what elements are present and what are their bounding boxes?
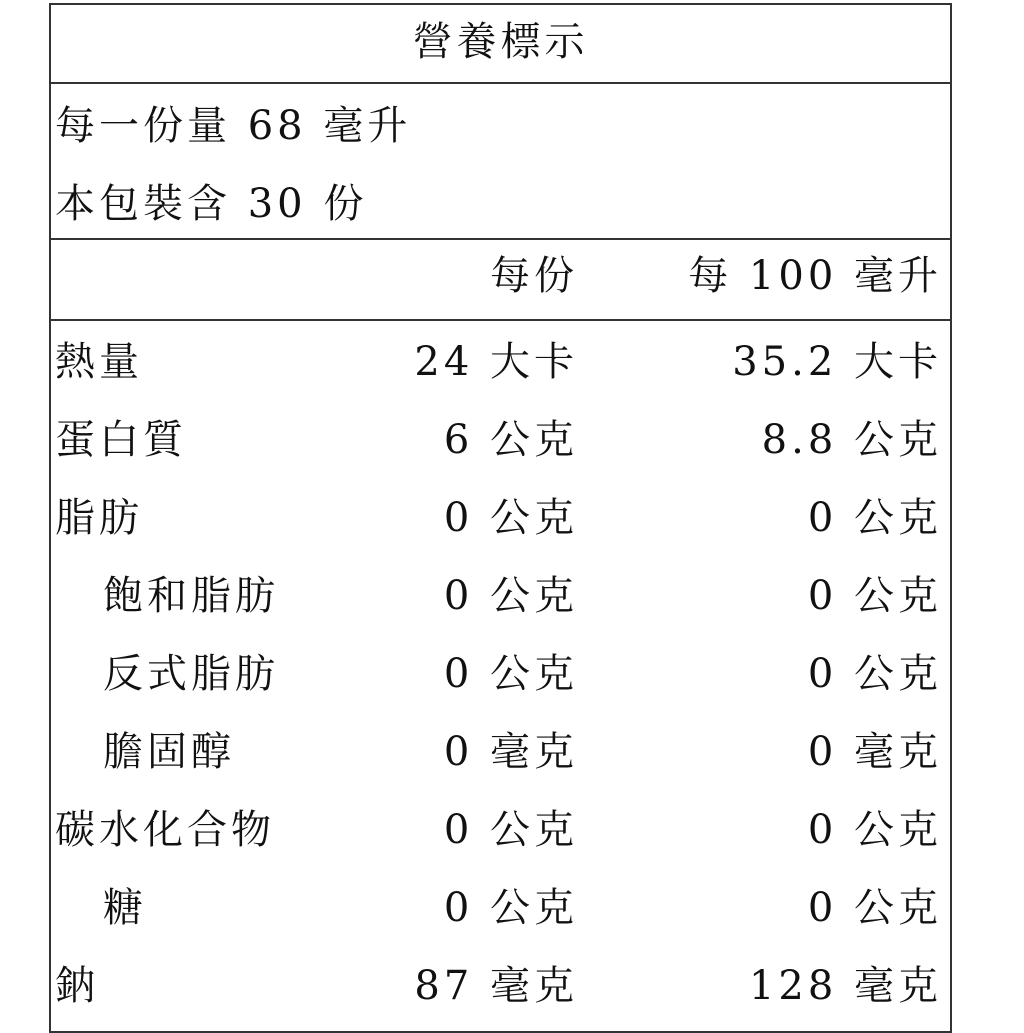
column-header-per-serving: 每份 — [490, 253, 578, 299]
nutrient-row-sugar — [51, 869, 950, 947]
nutrient-per-serving: 6 公克 — [443, 417, 578, 463]
nutrient-name: 膽固醇 — [103, 729, 235, 775]
nutrient-name: 蛋白質 — [55, 417, 187, 463]
nutrient-per-serving: 0 公克 — [443, 573, 578, 619]
serving-size: 每一份量 68 毫升 — [55, 103, 412, 149]
nutrient-per-100: 0 公克 — [807, 807, 942, 853]
nutrient-row-saturated-fat — [51, 557, 950, 635]
column-header-per-100: 每 100 毫升 — [688, 253, 942, 299]
nutrient-per-serving: 0 公克 — [443, 651, 578, 697]
nutrient-per-100: 0 公克 — [807, 495, 942, 541]
nutrient-per-serving: 0 公克 — [443, 807, 578, 853]
nutrient-per-100: 0 公克 — [807, 651, 942, 697]
nutrient-row-trans-fat — [51, 635, 950, 713]
nutrient-row-cholesterol — [51, 713, 950, 791]
nutrient-name: 熱量 — [55, 339, 143, 385]
nutrition-label — [49, 3, 952, 1033]
nutrient-name: 脂肪 — [55, 495, 143, 541]
nutrient-row-fat — [51, 479, 950, 557]
nutrient-per-100: 0 公克 — [807, 885, 942, 931]
divider-under-column-headers — [51, 319, 950, 321]
nutrient-per-serving: 87 毫克 — [414, 963, 578, 1009]
nutrient-per-serving: 24 大卡 — [414, 339, 578, 385]
servings-per-package: 本包裝含 30 份 — [55, 181, 368, 227]
nutrient-per-serving: 0 公克 — [443, 885, 578, 931]
nutrient-name: 碳水化合物 — [55, 807, 275, 853]
nutrient-per-100: 128 毫克 — [748, 963, 942, 1009]
nutrient-row-sodium — [51, 947, 950, 1025]
divider-under-serving-info — [51, 238, 950, 240]
divider-under-title — [51, 82, 950, 84]
nutrient-name: 鈉 — [55, 963, 99, 1009]
nutrient-name: 糖 — [103, 885, 147, 931]
nutrient-per-100: 0 毫克 — [807, 729, 942, 775]
nutrient-name: 飽和脂肪 — [103, 573, 279, 619]
nutrient-row-protein — [51, 401, 950, 479]
nutrient-name: 反式脂肪 — [103, 651, 279, 697]
nutrient-per-serving: 0 公克 — [443, 495, 578, 541]
nutrient-per-100: 8.8 公克 — [761, 417, 942, 463]
nutrient-row-energy — [51, 323, 950, 401]
nutrient-per-100: 35.2 大卡 — [732, 339, 942, 385]
nutrient-per-serving: 0 毫克 — [443, 729, 578, 775]
nutrient-per-100: 0 公克 — [807, 573, 942, 619]
nutrient-row-carbohydrate — [51, 791, 950, 869]
label-title: 營養標示 — [412, 19, 589, 65]
